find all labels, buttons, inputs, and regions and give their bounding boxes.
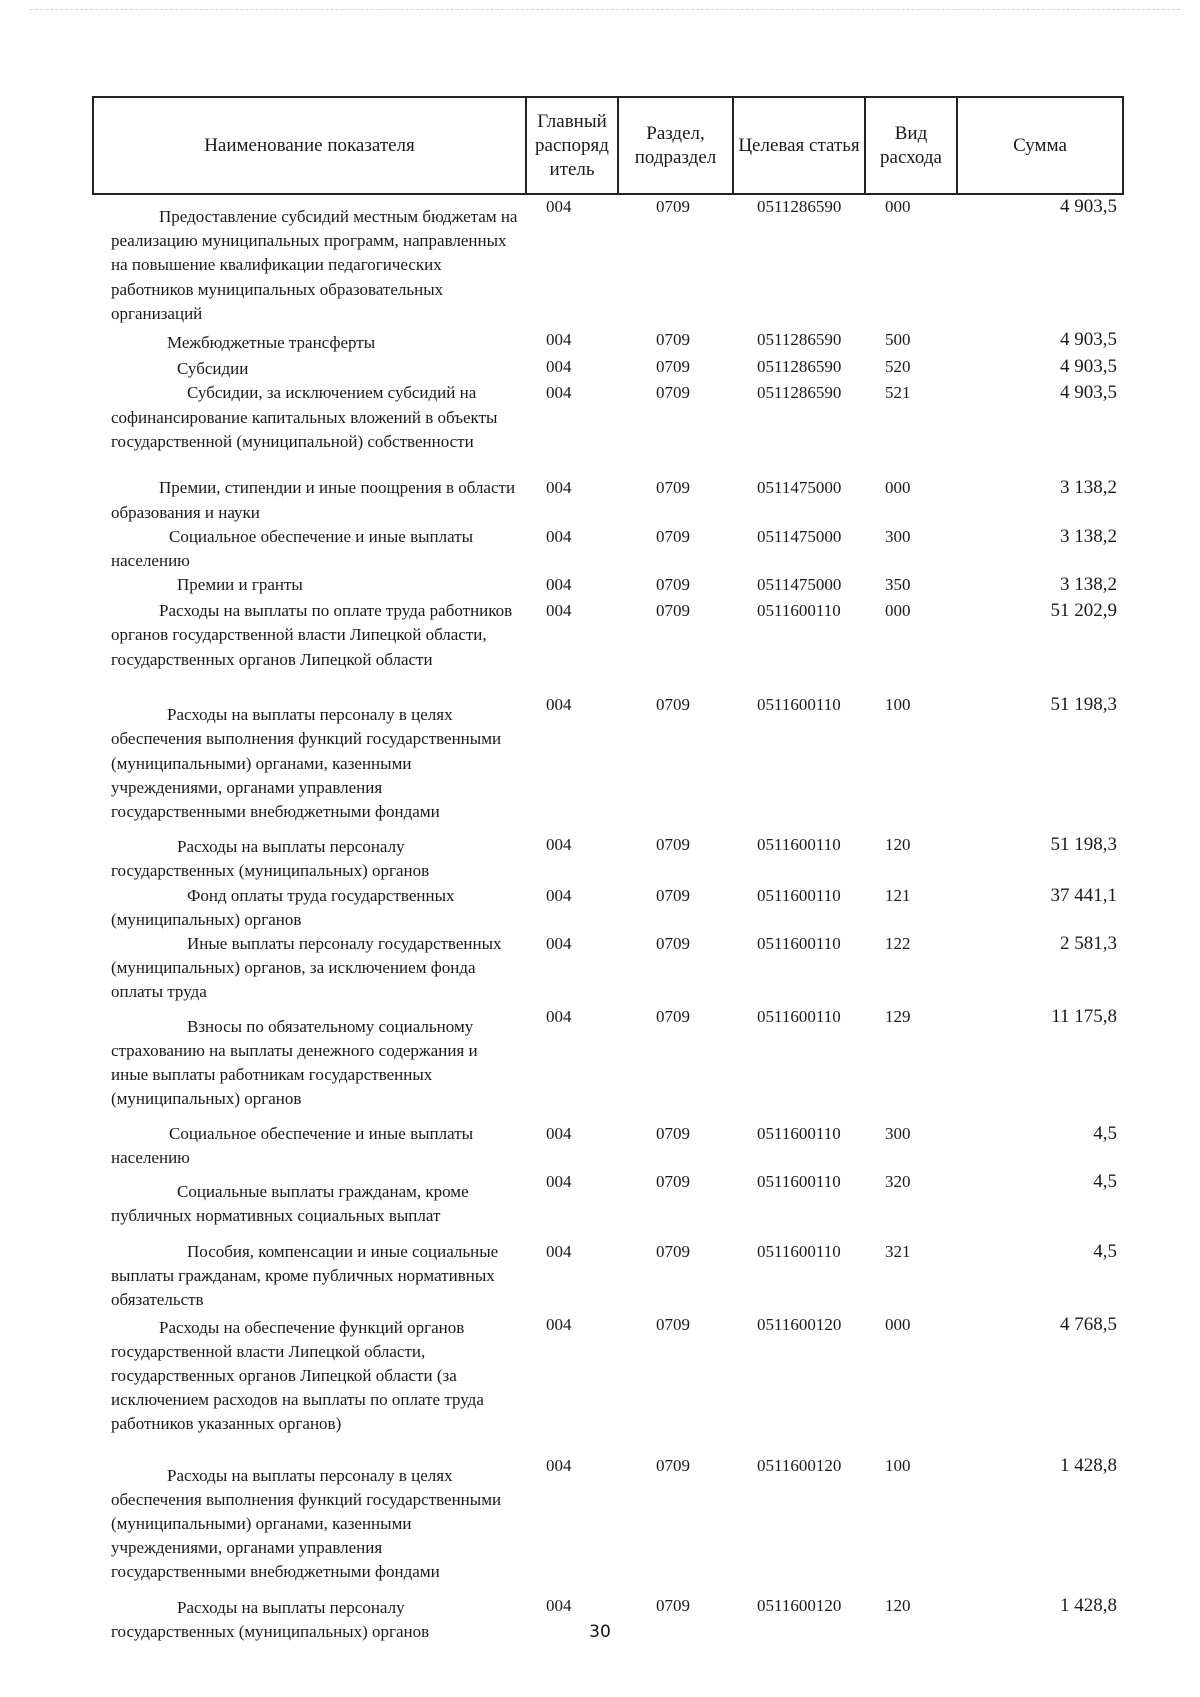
- row-razdel: 0709: [656, 835, 690, 855]
- table-row: [93, 1240, 1123, 1313]
- row-name: Расходы на выплаты персоналу в целях обеспечения выполнения функций государственными (муниципальными) органами, казенными учреждениями, органами управления государственными внебюджетными фондами: [111, 705, 502, 822]
- row-razdel: 0709: [656, 197, 690, 216]
- row-glav: 004: [546, 1242, 572, 1262]
- row-razdel: 0709: [656, 478, 690, 498]
- row-name: Иные выплаты персоналу государственных (муниципальных) органов, за исключением фонда оплаты труда: [111, 934, 502, 1002]
- table-row: [93, 1454, 1123, 1594]
- header-summa: Сумма: [957, 97, 1123, 194]
- row-celevaya: 0511600110: [757, 1006, 841, 1026]
- row-razdel: 0709: [656, 1006, 690, 1026]
- row-razdel: 0709: [656, 601, 690, 621]
- row-celevaya: 0511600110: [757, 695, 841, 715]
- row-vid: 129: [885, 1006, 911, 1026]
- row-name: Расходы на выплаты персоналу государственных (муниципальных) органов: [111, 837, 430, 881]
- table-row: [93, 355, 1123, 381]
- row-celevaya: 0511600120: [757, 1455, 842, 1475]
- row-name: Расходы на выплаты персоналу в целях обеспечения выполнения функций государственными (муниципальными) органами, казенными учреждениями, органами управления государственными внебюджетными фондами: [111, 1465, 502, 1582]
- row-glav: 004: [546, 1172, 572, 1192]
- row-summa: 4,5: [1093, 1122, 1117, 1144]
- table-row: [93, 599, 1123, 693]
- row-razdel: 0709: [656, 330, 690, 349]
- row-glav: 004: [546, 601, 572, 621]
- row-razdel: 0709: [656, 1242, 690, 1262]
- row-vid: 300: [885, 526, 911, 546]
- budget-table: [92, 96, 1124, 1644]
- row-summa: 4 903,5: [1060, 329, 1117, 350]
- row-vid: 120: [885, 835, 911, 855]
- table-row: [93, 476, 1123, 524]
- row-name: Фонд оплаты труда государственных (муниципальных) органов: [111, 885, 455, 929]
- row-celevaya: 0511286590: [757, 330, 842, 349]
- row-glav: 004: [546, 934, 572, 954]
- row-razdel: 0709: [656, 1172, 690, 1192]
- row-glav: 004: [546, 695, 572, 715]
- row-glav: 004: [546, 526, 572, 546]
- row-vid: 000: [885, 601, 911, 621]
- row-razdel: 0709: [656, 1595, 690, 1615]
- row-vid: 320: [885, 1172, 911, 1192]
- row-glav: 004: [546, 357, 572, 377]
- row-vid: 350: [885, 575, 911, 595]
- header-vid: Вид расхода: [865, 97, 957, 194]
- row-summa: 4 903,5: [1060, 196, 1117, 217]
- table-row: [93, 328, 1123, 355]
- row-razdel: 0709: [656, 1123, 690, 1143]
- row-name: Пособия, компенсации и иные социальные выплаты гражданам, кроме публичных нормативных обязательств: [111, 1242, 499, 1310]
- row-glav: 004: [546, 197, 572, 216]
- row-celevaya: 0511600110: [757, 934, 841, 954]
- scan-top-edge: [30, 9, 1180, 10]
- row-name: Взносы по обязательному социальному страхованию на выплаты денежного содержания и иные выплаты работникам государственных (муниципальных) органов: [111, 1016, 478, 1109]
- row-vid: 500: [885, 330, 911, 349]
- row-glav: 004: [546, 1123, 572, 1143]
- row-glav: 004: [546, 1595, 572, 1615]
- row-summa: 3 138,2: [1060, 525, 1117, 547]
- table-row: [93, 1005, 1123, 1122]
- page-number: 30: [589, 1622, 611, 1642]
- header-glav: Главный распоряд итель: [526, 97, 618, 194]
- row-celevaya: 0511600110: [757, 601, 841, 621]
- row-celevaya: 0511475000: [757, 526, 842, 546]
- row-name: Расходы на выплаты персоналу государственных (муниципальных) органов: [111, 1597, 430, 1641]
- row-vid: 521: [885, 383, 911, 403]
- table-row: [93, 525, 1123, 573]
- row-summa: 11 175,8: [1051, 1005, 1117, 1027]
- row-vid: 000: [885, 478, 911, 498]
- row-name: Социальные выплаты гражданам, кроме публичных нормативных социальных выплат: [111, 1182, 469, 1226]
- row-celevaya: 0511286590: [757, 197, 842, 216]
- row-vid: 121: [885, 885, 911, 905]
- row-name: Субсидии: [177, 359, 249, 379]
- row-glav: 004: [546, 575, 572, 595]
- row-vid: 100: [885, 695, 911, 715]
- table-row: [93, 833, 1123, 883]
- row-summa: 51 198,3: [1050, 834, 1117, 856]
- row-celevaya: 0511600110: [757, 1172, 841, 1192]
- row-glav: 004: [546, 330, 572, 349]
- row-razdel: 0709: [656, 383, 690, 403]
- row-celevaya: 0511600110: [757, 1123, 841, 1143]
- row-celevaya: 0511600110: [757, 885, 841, 905]
- table-row: [93, 693, 1123, 833]
- row-celevaya: 0511286590: [757, 383, 842, 403]
- row-celevaya: 0511600120: [757, 1314, 842, 1334]
- row-name: Расходы на обеспечение функций органов государственной власти Липецкой области, государственных органов Липецкой области (за исключением расходов на выплаты по оплате труда работников указанных органов): [111, 1317, 484, 1434]
- row-summa: 4,5: [1093, 1171, 1117, 1193]
- row-vid: 122: [885, 934, 911, 954]
- header-celevaya: Целевая статья: [733, 97, 865, 194]
- row-name: Субсидии, за исключением субсидий на софинансирование капитальных вложений в объекты государственной (муниципальной) собственности: [111, 383, 498, 451]
- row-celevaya: 0511475000: [757, 478, 842, 498]
- table-row: [93, 1313, 1123, 1454]
- table-row: [93, 932, 1123, 1005]
- row-name: Межбюджетные трансферты: [167, 333, 376, 352]
- table-row: [93, 573, 1123, 599]
- row-razdel: 0709: [656, 526, 690, 546]
- row-summa: 4 903,5: [1060, 356, 1117, 378]
- row-summa: 4 903,5: [1060, 382, 1117, 404]
- table-row: [93, 1122, 1123, 1170]
- row-glav: 004: [546, 383, 572, 403]
- row-vid: 120: [885, 1595, 911, 1615]
- row-name: Премии и гранты: [177, 575, 303, 595]
- row-summa: 37 441,1: [1050, 884, 1117, 906]
- row-razdel: 0709: [656, 357, 690, 377]
- row-celevaya: 0511286590: [757, 357, 842, 377]
- row-celevaya: 0511600120: [757, 1595, 842, 1615]
- row-glav: 004: [546, 1455, 572, 1475]
- row-summa: 3 138,2: [1060, 574, 1117, 596]
- row-razdel: 0709: [656, 1314, 690, 1334]
- row-summa: 1 428,8: [1060, 1454, 1117, 1476]
- row-glav: 004: [546, 1314, 572, 1334]
- row-name: Социальное обеспечение и иные выплаты населению: [111, 526, 474, 571]
- table-row: [93, 1170, 1123, 1240]
- row-razdel: 0709: [656, 575, 690, 595]
- table-header-row: [93, 97, 1123, 194]
- row-razdel: 0709: [656, 695, 690, 715]
- header-razdel: Раздел, подраздел: [618, 97, 733, 194]
- table-row: [93, 884, 1123, 932]
- row-razdel: 0709: [656, 934, 690, 954]
- header-name: Наименование показателя: [93, 97, 526, 194]
- row-vid: 300: [885, 1123, 911, 1143]
- row-summa: 2 581,3: [1060, 933, 1117, 955]
- row-razdel: 0709: [656, 1455, 690, 1475]
- row-summa: 4,5: [1093, 1241, 1117, 1263]
- row-vid: 100: [885, 1455, 911, 1475]
- row-summa: 51 198,3: [1050, 694, 1117, 716]
- row-celevaya: 0511600110: [757, 1242, 841, 1262]
- row-name: Расходы на выплаты по оплате труда работников органов государственной власти Липецкой области, государственных органов Липецкой области: [111, 601, 513, 669]
- row-name: Предоставление субсидий местным бюджетам на реализацию муниципальных программ, направленных на повышение квалификации педагогических работников муниципальных образовательных организаций: [111, 207, 518, 323]
- row-razdel: 0709: [656, 885, 690, 905]
- row-summa: 3 138,2: [1060, 477, 1117, 499]
- row-glav: 004: [546, 835, 572, 855]
- row-vid: 000: [885, 197, 911, 216]
- row-name: Премии, стипендии и иные поощрения в области образования и науки: [111, 478, 516, 522]
- row-vid: 520: [885, 357, 911, 377]
- row-celevaya: 0511600110: [757, 835, 841, 855]
- row-vid: 321: [885, 1242, 911, 1262]
- row-glav: 004: [546, 1006, 572, 1026]
- row-glav: 004: [546, 885, 572, 905]
- row-summa: 4 768,5: [1060, 1313, 1117, 1335]
- table-row: [93, 194, 1123, 328]
- table-row: [93, 381, 1123, 476]
- row-celevaya: 0511475000: [757, 575, 842, 595]
- row-summa: 51 202,9: [1050, 600, 1117, 622]
- row-vid: 000: [885, 1314, 911, 1334]
- row-summa: 1 428,8: [1060, 1594, 1117, 1616]
- row-name: Социальное обеспечение и иные выплаты населению: [111, 1123, 474, 1167]
- row-glav: 004: [546, 478, 572, 498]
